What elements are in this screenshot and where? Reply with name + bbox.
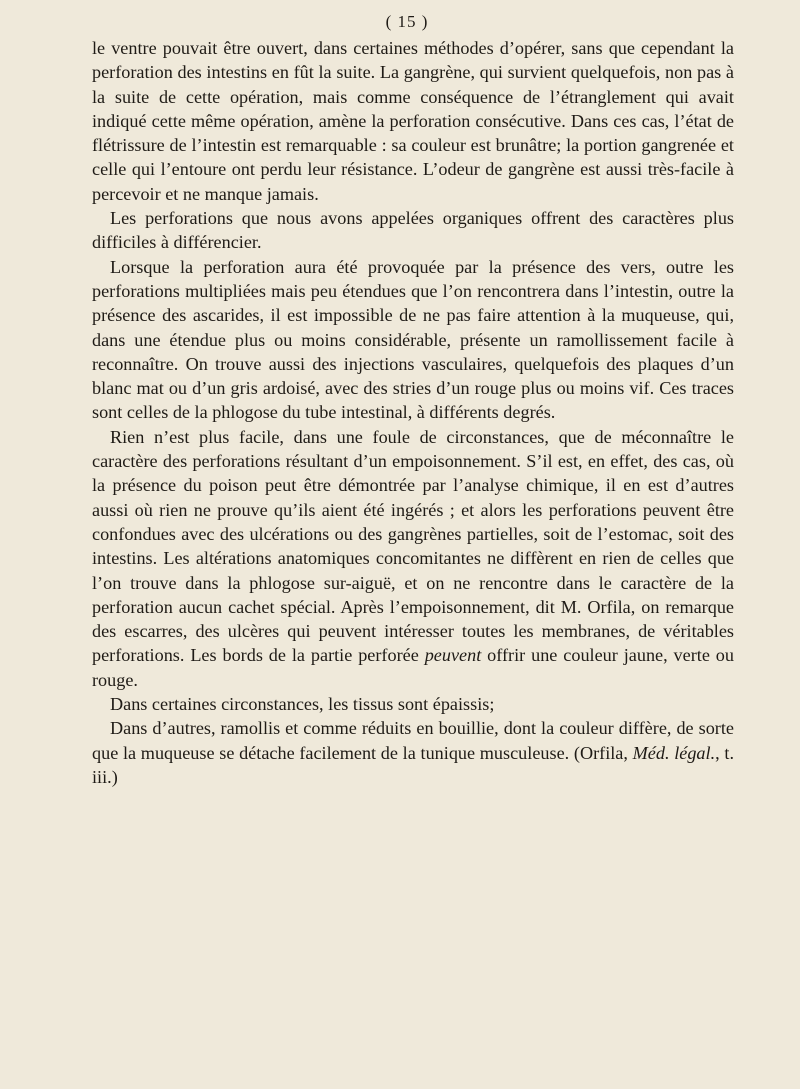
paragraph-3 <box>92 255 734 425</box>
text-segment: Dans d’autres, ramollis et comme réduits en bouillie, dont la couleur diffère, de sorte que la muqueuse se détache facilement de la tunique musculeuse. (Orfila, <box>92 718 734 763</box>
text-segment: , t. <box>715 742 734 763</box>
paragraph-5 <box>92 692 734 716</box>
paragraph-4 <box>92 425 734 692</box>
text-segment: Les perforations que nous avons appelées organiques offrent des caractères plus difficiles à différencier. <box>92 208 734 253</box>
text-segment: offrir une couleur jaune, verte ou rouge. <box>92 645 734 690</box>
paragraph-6 <box>92 716 734 789</box>
text-segment: Rien n’est plus facile, dans une foule de circonstances, que de méconnaître le caractère des perforations résultant d’un empoisonnement. S’il est, en effet, des cas, où la présence du poison peut être démontrée par l’analyse chimique, il en est d’autres aussi où rien ne prouve qu’ils aient été ingérés ; et alors les perforations peuvent être confondues avec des ulcérations ou des gangrènes partielles, soit de l’estomac, soit des intestins. Les altérations anatomiques concomitantes ne diffèrent en rien de celles que l’on trouve dans la phlogose sur-aiguë, et on ne rencontre dans le caractère de la perforation aucun cachet spécial. Après l’empoisonnement, dit M. Orfila, on remarque des escarres, des ulcères qui peuvent intéresser toutes les membranes, de véritables perforations. Les bords de la partie perforée <box>92 426 734 666</box>
page-number: ( 15 ) <box>385 12 429 31</box>
paragraph-1 <box>92 36 734 206</box>
italic-text-segment: peuvent <box>424 645 482 666</box>
text-segment: iii. <box>92 766 112 787</box>
paragraph-2 <box>92 206 734 255</box>
text-segment: le ventre pouvait être ouvert, dans certaines méthodes d’opérer, sans que cependant la perforation des intestins en fût la suite. La gangrène, qui survient quelquefois, non pas à la suite de cette opération, mais comme conséquence de l’étranglement qui avait indiqué cette même opération, amène la perforation consécutive. Dans ces cas, l’état de flétrissure de l’intestin est remarquable : sa couleur est brunâtre; la portion gangrenée et celle qui l’entoure ont perdu leur résistance. L’odeur de gangrène est aussi très-facile à percevoir et ne manque jamais. <box>92 38 734 204</box>
italic-text-segment: Méd. légal. <box>632 742 716 763</box>
body-text <box>92 36 734 789</box>
text-segment: Dans certaines circonstances, les tissus sont épaissis; <box>110 694 495 715</box>
text-segment: ) <box>111 766 118 787</box>
text-segment: Lorsque la perforation aura été provoquée par la présence des vers, outre les perforations multipliées mais peu étendues que l’on rencontrera dans l’intestin, outre la présence des ascarides, il est impossible de ne pas faire attention à la muqueuse, qui, dans une étendue plus ou moins considérable, présente un ramollissement facile à reconnaître. On trouve aussi des injections vasculaires, quelquefois des plaques d’un blanc mat ou d’un gris ardoisé, avec des stries d’un rouge plus ou moins vif. Ces traces sont celles de la phlogose du tube intestinal, à différents degrés. <box>92 256 734 423</box>
